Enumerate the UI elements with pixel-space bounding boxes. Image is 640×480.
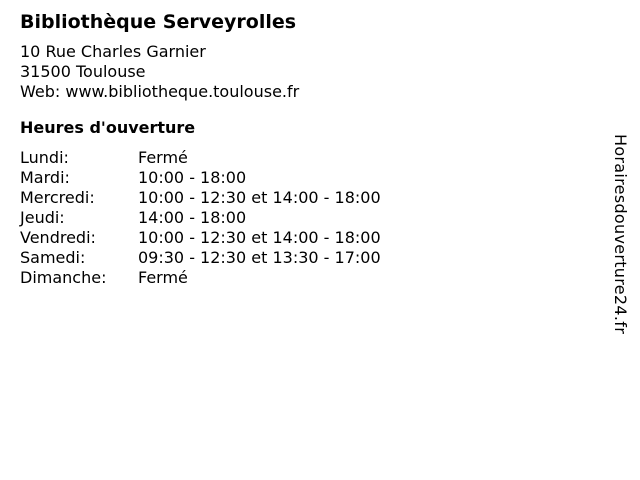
hours-value: 10:00 - 18:00 [138, 168, 247, 187]
address-city: 31500 Toulouse [20, 62, 146, 81]
library-address [20, 42, 600, 102]
hours-row-saturday [20, 248, 600, 268]
hours-row-thursday [20, 208, 600, 228]
day-label: Mercredi: [20, 188, 95, 207]
day-label: Mardi: [20, 168, 70, 187]
library-info-card [20, 8, 600, 288]
day-label: Samedi: [20, 248, 86, 267]
hours-row-wednesday [20, 188, 600, 208]
library-website: Web: www.bibliotheque.toulouse.fr [20, 82, 300, 101]
hours-row-monday [20, 148, 600, 168]
hours-value: 10:00 - 12:30 et 14:00 - 18:00 [138, 188, 381, 207]
day-label: Vendredi: [20, 228, 96, 247]
hours-value: 10:00 - 12:30 et 14:00 - 18:00 [138, 228, 381, 247]
library-title: Bibliothèque Serveyrolles [20, 11, 297, 33]
hours-value: Fermé [138, 268, 188, 287]
site-watermark: Horairesdouverture24.fr [611, 134, 630, 335]
hours-row-tuesday [20, 168, 600, 188]
address-street: 10 Rue Charles Garnier [20, 42, 206, 61]
opening-hours-table [20, 148, 600, 288]
hours-row-sunday [20, 268, 600, 288]
hours-value: Fermé [138, 148, 188, 167]
hours-value: 09:30 - 12:30 et 13:30 - 17:00 [138, 248, 381, 267]
opening-hours-heading: Heures d'ouverture [20, 118, 196, 137]
day-label: Lundi: [20, 148, 69, 167]
hours-row-friday [20, 228, 600, 248]
day-label: Dimanche: [20, 268, 107, 287]
day-label: Jeudi: [20, 208, 65, 227]
hours-value: 14:00 - 18:00 [138, 208, 247, 227]
